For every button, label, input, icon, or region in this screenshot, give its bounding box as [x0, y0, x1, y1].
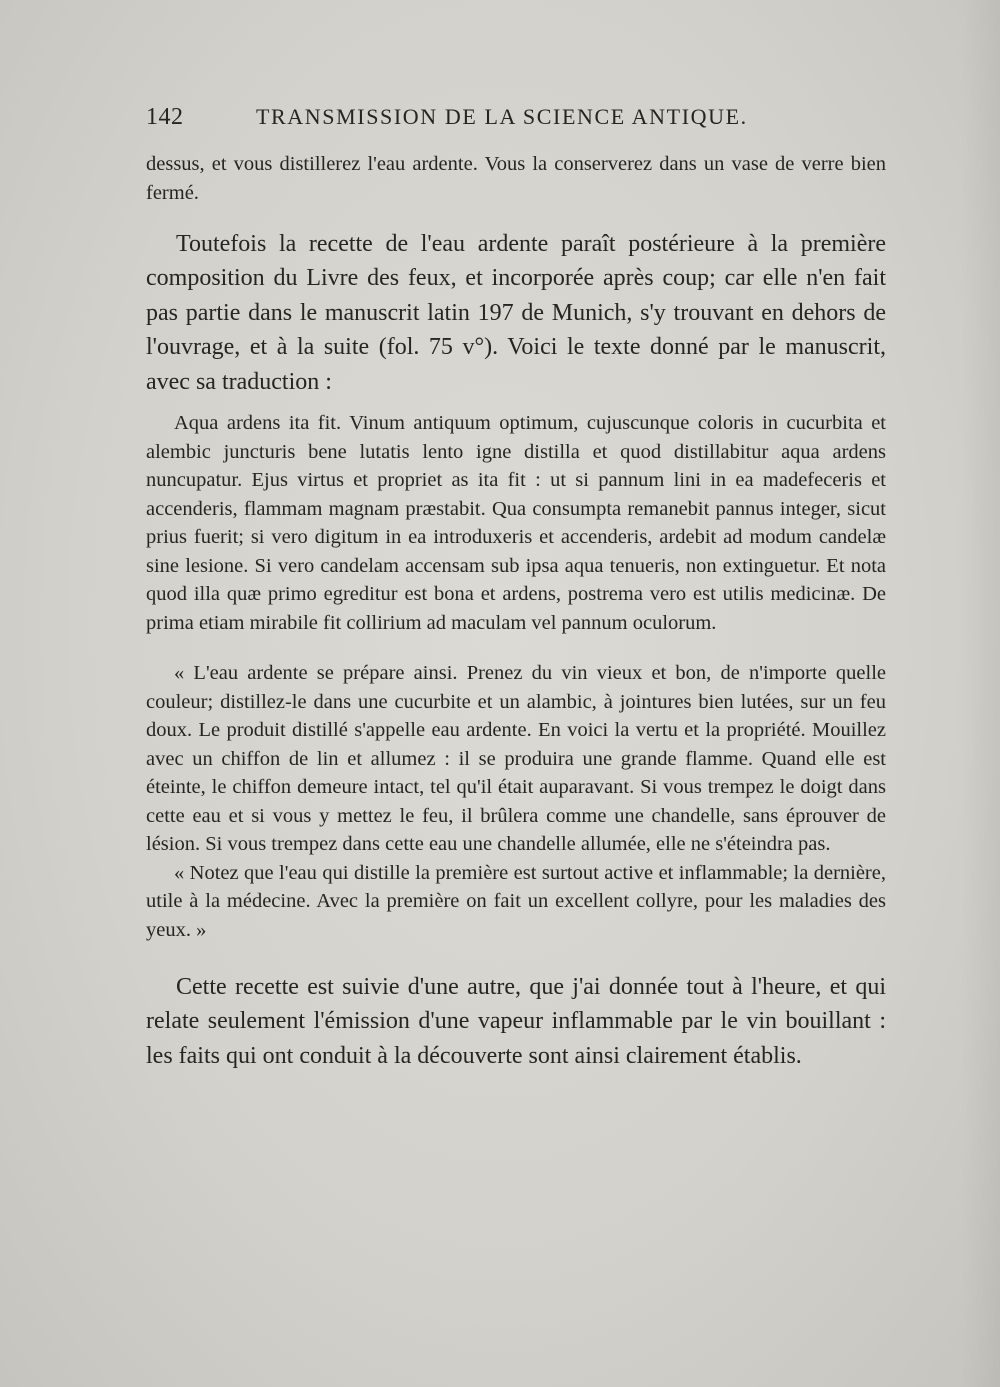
body-paragraph: Cette recette est suivie d'une autre, que j'ai donnée tout à l'heure, et qui relate seulement l'émission d'une vapeur inflammable par le vin bouillant : les faits qui ont conduit à la découverte sont ainsi clairement établis.: [146, 974, 886, 1069]
page-edge-shadow: [960, 0, 1000, 1387]
page-header: [146, 104, 886, 140]
page-body: [146, 150, 886, 1073]
running-title: TRANSMISSION DE LA SCIENCE ANTIQUE.: [256, 104, 748, 129]
translation-paragraph: « L'eau ardente se prépare ainsi. Prenez du vin vieux et bon, de n'importe quelle couleur; distillez-le dans une cucurbite et un alambic, à jointures bien lutées, sur un feu doux. Le produit distillé s'appelle eau ardente. En voici la vertu et la propriété. Mouillez avec un chiffon de lin et allumez : il se produira une grande flamme. Quand elle est éteinte, le chiffon demeure intact, tel qu'il était auparavant. Si vous trempez le doigt dans cette eau et si vous y mettez le feu, il brûlera comme une chandelle, sans éprouver de lésion. Si vous trempez dans cette eau une chandelle allumée, elle ne s'éteindra pas.: [146, 662, 886, 856]
continued-paragraph: dessus, et vous distillerez l'eau ardente. Vous la conserverez dans un vase de verre bien fermé.: [146, 153, 886, 204]
body-paragraph: Toutefois la recette de l'eau ardente paraît postérieure à la première composition du Livre des feux, et incorporée après coup; car elle n'en fait pas partie dans le manuscrit latin 197 de Munich, s'y trouvant en dehors de l'ouvrage, et à la suite (fol. 75 v°). Voici le texte donné par le manuscrit, avec sa traduction :: [146, 231, 886, 395]
latin-quotation: Aqua ardens ita fit. Vinum antiquum optimum, cujuscunque coloris in cucurbita et alembic juncturis bene lutatis lento igne distilla et quod distillabitur aqua ardens nuncupatur. Ejus virtus et propriet as ita fit : ut si pannum lini in ea madefeceris et accenderis, flammam magnam præstabit. Qua consumpta remanebit pannus integer, sicut prius fuerit; si vero digitum in ea introduxeris et accenderis, ardebit ad modum candelæ sine lesione. Si vero candelam accensam sub ipsa aqua tenueris, non extinguetur. Et nota quod illa quæ primo egreditur est bona et ardens, postrema vero est utilis medicinæ. De prima etiam mirabile fit collirium ad maculam vel pannum oculorum.: [146, 412, 886, 634]
translation-paragraph: « Notez que l'eau qui distille la première est surtout active et inflammable; la dernière, utile à la médecine. Avec la première on fait un excellent collyre, pour les maladies des yeux. »: [146, 861, 886, 941]
page-number: 142: [146, 104, 184, 130]
